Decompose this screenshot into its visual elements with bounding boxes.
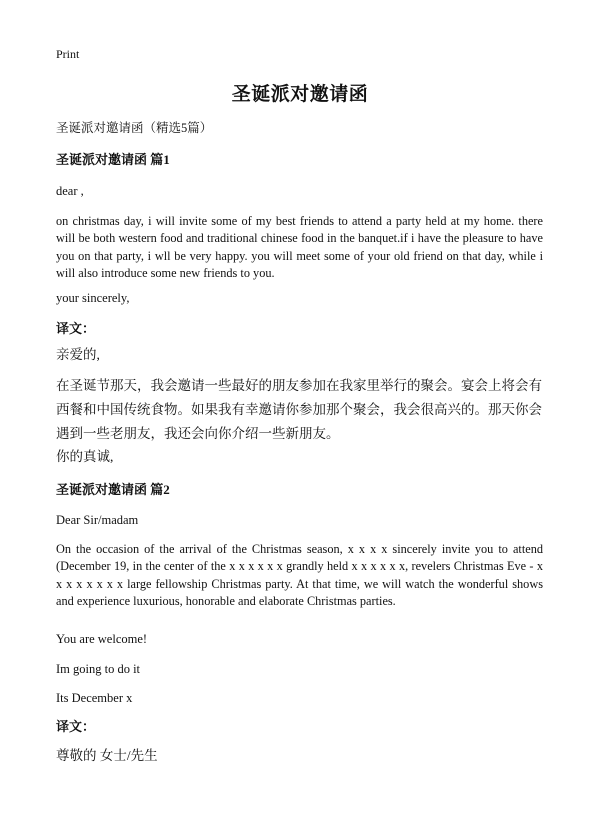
section-1-cn-body: 在圣诞节那天，我会邀请一些最好的朋友参加在我家里举行的聚会。宴会上将会有西餐和中国传统食物。如果我有幸邀请你参加那个聚会，我会很高兴的。那天你会遇到一些老朋友，我还会向你介绍一些新朋友。 — [56, 378, 542, 441]
section-2-translation-label: 译文： — [56, 719, 96, 734]
section-1-cn-closing: 你的真诚, — [56, 449, 114, 464]
document-subtitle: 圣诞派对邀请函（精选5篇） — [56, 121, 213, 135]
section-2-salutation: Dear Sir/madam — [56, 513, 139, 527]
section-1-salutation: dear , — [56, 184, 84, 198]
section-2-going: Im going to do it — [56, 662, 141, 676]
print-label: Print — [56, 47, 80, 61]
section-2-heading: 圣诞派对邀请函 篇2 — [56, 482, 170, 497]
section-2-welcome: You are welcome! — [56, 632, 148, 646]
document-title: 圣诞派对邀请函 — [231, 84, 369, 105]
section-1-body: on christmas day, i will invite some of my best friends to attend a party held at my home. there will be both western food and traditional chinese food in the banquet.if i have the pleasure to have you on that party, i wll be very happy. you will meet some of your old friend on that day, while i will also introduce some new friends to you. — [56, 214, 543, 280]
section-1-translation-label: 译文： — [56, 321, 96, 336]
section-2-cn-salutation: 尊敬的 女士/先生 — [56, 748, 158, 763]
section-1-closing: your sincerely, — [56, 291, 130, 305]
section-2-date: Its December x — [56, 691, 133, 705]
section-1-cn-salutation: 亲爱的, — [56, 347, 100, 362]
section-2-body: On the occasion of the arrival of the Christmas season, x x x x sincerely invite you to attend (December 19, in the center of the x x x x x x grandly held x x x x x x, revelers Christmas Eve - x x x x x x x x large fellowship Christmas party. At that time, we will watch the wonderful shows and experience luxurious, honorable and elaborate Christmas parties. — [56, 542, 543, 608]
section-1-heading: 圣诞派对邀请函 篇1 — [56, 152, 170, 167]
